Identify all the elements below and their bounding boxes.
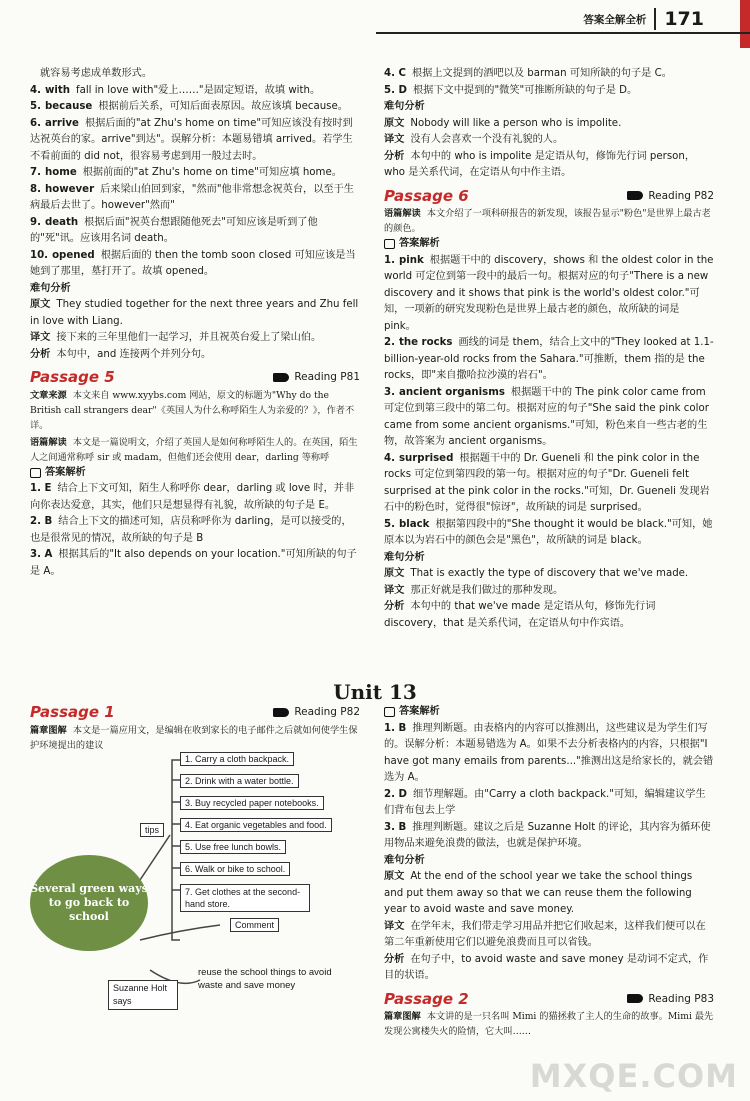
reading-ref xyxy=(273,369,360,386)
answer-item xyxy=(384,385,714,451)
passage6-answers xyxy=(384,253,714,550)
item-number: 9. xyxy=(30,216,41,228)
item-explanation: 细节理解题。由"Carry a cloth backpack."可知，编辑建议学生们背布包去上学 xyxy=(384,788,706,816)
item-answer: ancient organisms xyxy=(398,386,505,398)
item-number: 3. A xyxy=(30,549,53,560)
label-original: 原文 xyxy=(384,871,405,882)
left-difficult-sentence xyxy=(30,281,360,364)
lock-icon xyxy=(30,468,41,478)
answer-heading xyxy=(30,465,360,482)
item-explanation: 根据后面的"at Zhu's home on time"可知应该没有按时到达祝英台的家。arrive"到达"。误解分析：本题易错填 arrived。若学生不看前面的 did not，很容易考虑到用一般过去时。 xyxy=(30,117,353,162)
item-explanation: 结合上下文的描述可知，店员称呼你为 darling，是可以接受的，也是很常见的情况，故所缺的句子是 B xyxy=(30,516,352,544)
item-explanation: 根据下文中提到的"微笑"可推断所缺的句子是 D。 xyxy=(412,84,638,96)
reading-ref xyxy=(273,704,360,721)
reading-page: Reading P81 xyxy=(294,371,360,383)
item-number: 5. D xyxy=(384,84,407,96)
reading-ref xyxy=(627,188,714,205)
comment-label: Comment xyxy=(230,918,279,932)
tip-item: 3. Buy recycled paper notebooks. xyxy=(180,796,324,810)
label-translation: 译文 xyxy=(384,920,405,932)
section-heading: 难句分析 xyxy=(30,282,71,294)
pointing-hand-icon xyxy=(273,708,289,717)
original-text: They studied together for the next three years and Zhu fell in love with Liang. xyxy=(30,299,359,327)
source-text: 本文来自 www.xyybs.com 网站，原文的标题为"Why do the British call strangers dear"《英国人为什么称呼陌生人为亲爱的？》，作者不详。 xyxy=(30,389,355,431)
right-difficult-sentence xyxy=(384,99,714,182)
answer-item xyxy=(384,721,714,787)
answer-item xyxy=(384,787,714,820)
item-number: 2. B xyxy=(30,516,53,527)
original-text: Nobody will like a person who is impolite. xyxy=(410,117,622,129)
answer-item xyxy=(30,514,360,547)
tip-item: 7. Get clothes at the second-hand store. xyxy=(180,884,310,912)
label-analysis: 分析 xyxy=(384,601,405,612)
analysis-text: 本句中，and 连接两个并列分句。 xyxy=(56,348,212,360)
unit13-right xyxy=(384,704,714,1039)
tip-item: 2. Drink with a water bottle. xyxy=(180,774,299,788)
item-explanation: 根据后面的 then the tomb soon closed 可知应该是当她到了那里，墓打开了。故填 opened。 xyxy=(30,249,356,277)
item-answer: however xyxy=(44,183,95,195)
left-column xyxy=(30,66,360,580)
item-number: 4. xyxy=(384,452,395,464)
item-explanation: 后来梁山伯回到家，"然而"他非常想念祝英台，以至于生病最后去世了。however"然而" xyxy=(30,183,354,211)
tip-item: 1. Carry a cloth backpack. xyxy=(180,752,294,766)
item-explanation: 根据题干中的 Dr. Gueneli 和 the pink color in the rocks 可定位到第四段的第一句。根据对应的句子"Dr. Gueneli felt surprised at the pink color in the rocks."可知，Dr. Gueneli 发现岩石中的粉色时，觉得很"惊讶"，故所缺的词是 surprised。 xyxy=(384,452,710,513)
page-number: 171 xyxy=(664,8,704,30)
tip-item: 5. Use free lunch bowls. xyxy=(180,840,286,854)
summary-text: 本文是一篇应用文，是编辑在收到家长的电子邮件之后就如何使学生保护环境提出的建议 xyxy=(30,724,358,751)
answer-item xyxy=(30,248,360,281)
passage5-answers xyxy=(30,481,360,580)
summary-text: 本文是一篇说明文，介绍了英国人是如何称呼陌生人的。在英国，陌生人之间通常称呼 sir 或 madam，但他们还会使用 dear，darling 等称呼 xyxy=(30,436,358,463)
pointing-hand-icon xyxy=(627,994,643,1003)
item-explanation: 推理判断题。由表格内的内容可以推测出，这些建议是为学生们写的。误解分析：本题易错选为 A。如果不去分析表格内的内容，只根据"I have got many emails from parents..."推测出这是给家长的，就会错选为 A。 xyxy=(384,722,714,783)
label-translation: 译文 xyxy=(30,332,51,343)
header-divider xyxy=(654,8,656,30)
section-heading: 难句分析 xyxy=(384,854,425,866)
item-explanation: 画线的词是 them，结合上文中的"They looked at 1.1-billion-year-old rocks from the Sahara."可推断，them 指的是 the rocks，即"来自撒哈拉沙漠的岩石"。 xyxy=(384,337,714,381)
item-answer: arrive xyxy=(44,117,79,129)
analysis-text: 在句子中，to avoid waste and save money 是动词不定式，作目的状语。 xyxy=(384,953,709,981)
translation-text: 接下来的三年里他们一起学习，并且祝英台爱上了梁山伯。 xyxy=(56,332,322,343)
mind-map-center: Several green ways to go back to school xyxy=(30,855,148,951)
pointing-hand-icon xyxy=(627,191,643,200)
item-explanation: 根据第四段中的"She thought it would be black."可知，她原本以为岩石中的颜色会是"黑色"，故所缺的词是 black。 xyxy=(384,518,713,546)
answer-heading-text: 答案解析 xyxy=(399,238,440,249)
answer-item xyxy=(384,451,714,517)
label-translation: 译文 xyxy=(384,134,405,145)
answer-item xyxy=(30,83,360,100)
item-explanation: 根据后面"祝英台想跟随他死去"可知应该是听到了他的"死"讯。应该用名词 death。 xyxy=(30,216,318,244)
header-rule xyxy=(376,32,750,34)
label-analysis: 分析 xyxy=(384,150,405,162)
page-header xyxy=(583,8,704,30)
item-number: 7. xyxy=(30,167,41,178)
answer-item xyxy=(384,253,714,336)
label-summary: 篇章图解 xyxy=(384,1011,421,1022)
u13-answers xyxy=(384,721,714,853)
reading-page: Reading P83 xyxy=(648,992,714,1005)
answer-item xyxy=(384,335,714,385)
reading-page: Reading P82 xyxy=(648,189,714,202)
item-answer: death xyxy=(44,216,79,228)
header-label: 答案全解全析 xyxy=(583,13,647,26)
item-explanation: 就容易考虑成单数形式。 xyxy=(40,68,153,79)
answer-item xyxy=(384,83,714,100)
passage-title: Passage 2 xyxy=(384,989,469,1008)
left-answer-list xyxy=(30,66,360,281)
item-answer: the rocks xyxy=(398,337,453,348)
section-heading: 难句分析 xyxy=(384,551,425,563)
section-heading: 难句分析 xyxy=(384,101,425,112)
item-answer: home xyxy=(44,167,77,178)
reading-page: Reading P82 xyxy=(294,706,360,718)
u13-passage2-header xyxy=(384,991,714,1008)
item-number: 2. xyxy=(384,337,395,348)
label-original: 原文 xyxy=(384,117,405,129)
passage6-header xyxy=(384,188,714,205)
item-explanation: 推理判断题。建议之后是 Suzanne Holt 的评论，其内容为循环使用物品来避免浪费的做法，也就是保护环境。 xyxy=(384,821,711,849)
item-number: 6. xyxy=(30,117,41,129)
answer-item xyxy=(30,182,360,215)
label-summary: 语篇解读 xyxy=(384,208,421,219)
item-number: 5. xyxy=(384,518,395,530)
item-explanation: 根据上文提到的酒吧以及 barman 可知所缺的句子是 C。 xyxy=(411,68,672,79)
lock-icon xyxy=(384,707,395,717)
label-translation: 译文 xyxy=(384,584,405,596)
tip-item: 4. Eat organic vegetables and food. xyxy=(180,818,332,832)
item-answer: pink xyxy=(398,254,424,266)
translation-text: 在学年末，我们带走学习用品并把它们收起来，这样我们便可以在第二年重新使用它们以避免浪费而且可以省钱。 xyxy=(384,920,706,948)
answer-item xyxy=(30,66,360,83)
item-number: 3. xyxy=(384,386,395,398)
tip-item: 6. Walk or bike to school. xyxy=(180,862,290,876)
analysis-text: 本句中的 that we've made 是定语从句，修饰先行词 discovery，that 是关系代词，在定语从句中作宾语。 xyxy=(384,601,656,629)
answer-item xyxy=(384,820,714,853)
answer-item xyxy=(30,215,360,248)
pointing-hand-icon xyxy=(273,373,289,382)
item-explanation: 结合上下文可知，陌生人称呼你 dear，darling 或 love 时，并非向你表达爱意，其实，他们只是想显得有礼貌，故所缺的句子是 E。 xyxy=(30,483,355,511)
passage6-difficult-sentence xyxy=(384,550,714,633)
item-number: 1. xyxy=(384,254,395,266)
passage-title: Passage 1 xyxy=(30,703,115,721)
item-number: 8. xyxy=(30,183,41,195)
answer-item xyxy=(30,116,360,166)
answer-item xyxy=(384,66,714,83)
passage-title: Passage 5 xyxy=(30,368,115,386)
right-answer-list xyxy=(384,66,714,99)
label-analysis: 分析 xyxy=(30,348,51,360)
u13-difficult-sentence xyxy=(384,853,714,985)
answer-heading xyxy=(384,236,714,253)
summary-text: 本文介绍了一项科研报告的新发现，该报告显示"粉色"是世界上最古老的颜色。 xyxy=(384,208,711,234)
label-original: 原文 xyxy=(384,568,405,579)
answer-item xyxy=(384,517,714,550)
item-answer: black xyxy=(398,518,430,530)
item-answer: with xyxy=(44,84,70,96)
analysis-text: 本句中的 who is impolite 是定语从句，修饰先行词 person，who 是关系代词，在定语从句中作主语。 xyxy=(384,150,696,178)
site-watermark: MXQE.COM xyxy=(529,1057,738,1095)
item-number: 4. xyxy=(30,84,41,96)
item-number: 5. xyxy=(30,101,41,112)
item-explanation: 根据其后的"It also depends on your location."可知所缺的句子是 A。 xyxy=(30,549,357,577)
unit-title: Unit 13 xyxy=(333,680,417,704)
passage-title: Passage 6 xyxy=(384,186,469,205)
item-number: 10. xyxy=(30,249,49,261)
item-number: 4. C xyxy=(384,68,406,79)
page-edge-tab xyxy=(740,0,750,48)
lock-icon xyxy=(384,239,395,249)
answer-heading-text: 答案解析 xyxy=(399,706,440,717)
item-number: 3. B xyxy=(384,821,407,833)
translation-text: 那正好就是我们做过的那种发现。 xyxy=(410,584,564,596)
answer-item xyxy=(30,165,360,182)
item-explanation: 根据前后关系，可知后面表原因。故应该填 because。 xyxy=(98,101,348,112)
person-label: Suzanne Holt says xyxy=(108,980,178,1010)
item-answer: because xyxy=(44,101,93,112)
label-summary: 篇章图解 xyxy=(30,724,67,736)
summary-text: 本文讲的是一只名叫 Mimi 的猫拯救了主人的生命的故事。Mimi 最先发现公寓楼失火的险情，它大叫…… xyxy=(384,1011,714,1037)
label-original: 原文 xyxy=(30,299,51,310)
answer-heading-text: 答案解析 xyxy=(45,466,86,478)
item-answer: surprised xyxy=(398,452,454,464)
tips-label: tips xyxy=(140,823,164,837)
label-analysis: 分析 xyxy=(384,953,405,965)
quote-text: reuse the school things to avoid waste and save money xyxy=(198,967,332,991)
item-number: 1. B xyxy=(384,722,407,734)
label-source: 文章来源 xyxy=(30,389,67,401)
answer-item xyxy=(30,481,360,514)
original-text: That is exactly the type of discovery that we've made. xyxy=(410,568,689,579)
item-answer: opened xyxy=(52,249,95,261)
item-explanation: 根据题干中的 The pink color came from 可定位到第三段中的第二句。根据对应的句子"She said the pink color came from some ancient organisms."可知，粉色来自一些古老的生物，故答案为 ancient organisms。 xyxy=(384,386,709,447)
passage5-header xyxy=(30,369,360,386)
label-summary: 语篇解读 xyxy=(30,436,67,448)
item-number: 1. E xyxy=(30,483,52,494)
item-number: 2. D xyxy=(384,788,407,800)
translation-text: 没有人会喜欢一个没有礼貌的人。 xyxy=(410,134,564,145)
reading-ref xyxy=(627,991,714,1008)
answer-item xyxy=(30,547,360,580)
right-column xyxy=(384,66,714,632)
answer-heading xyxy=(384,704,714,721)
original-text: At the end of the school year we take the school things and put them away so that we can reuse them the following year to avoid waste and save money. xyxy=(384,871,693,915)
item-explanation: fall in love with"爱上……"是固定短语，故填 with。 xyxy=(76,84,321,96)
item-explanation: 根据题干中的 discovery，shows 和 the oldest color in the world 可定位到第一段中的最后一句。根据对应的句子"There is a new discovery and it shows that pink is the world's oldest color."可知，一项新的研究发现粉色是世界上最古老的颜色，故所缺的词是 pink。 xyxy=(384,254,714,332)
item-explanation: 根据前面的"at Zhu's home on time"可知应填 home。 xyxy=(82,167,342,178)
answer-item xyxy=(30,99,360,116)
u13-passage1-header xyxy=(30,704,360,721)
